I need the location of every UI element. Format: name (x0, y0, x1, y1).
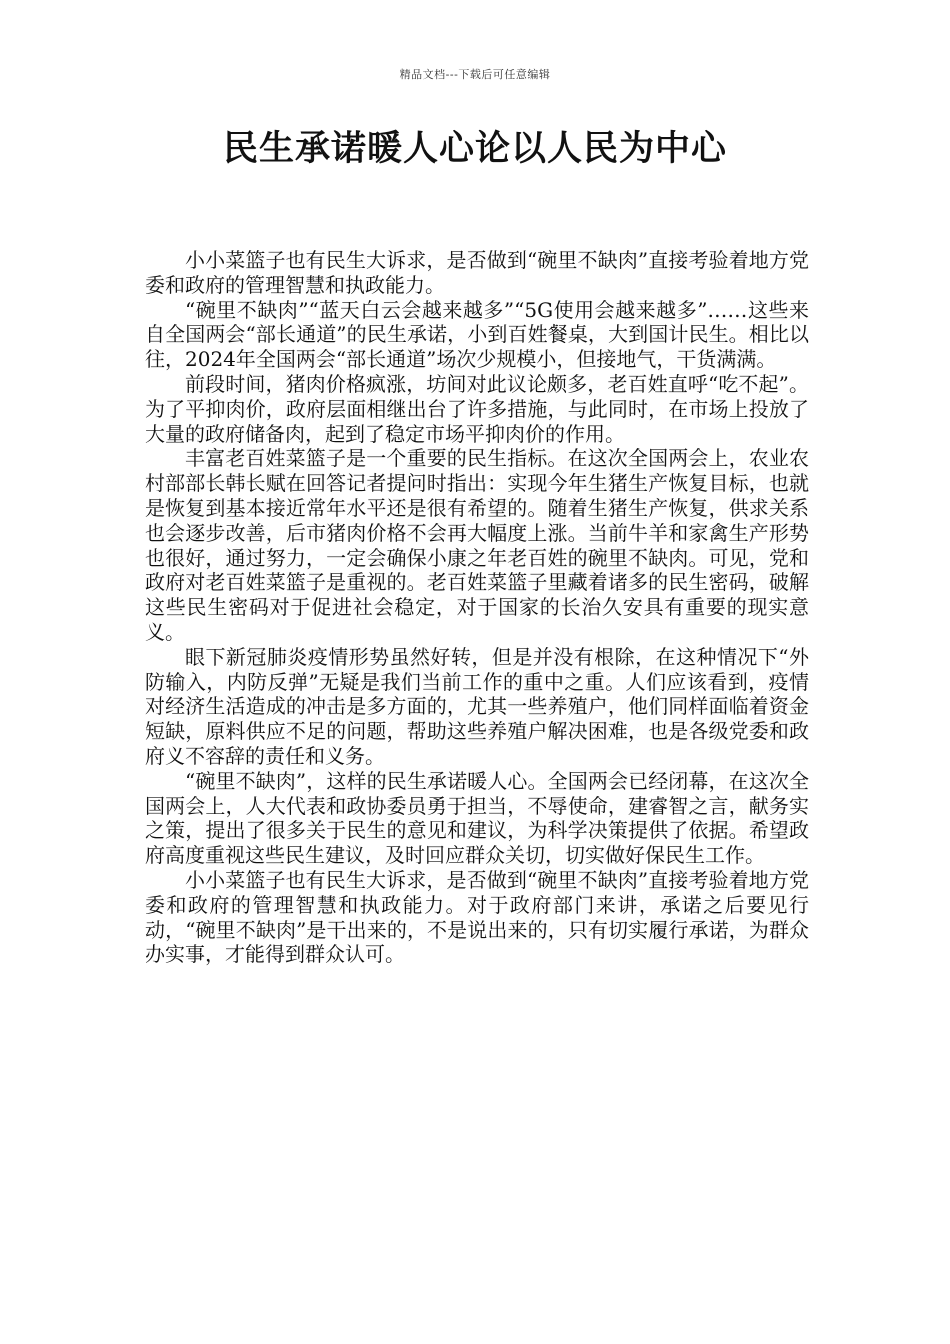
paragraph-3: 前段时间，猪肉价格疯涨，坊间对此议论颇多，老百姓直呼“吃不起”。为了平抑肉价，政府层面相继出台了许多措施，与此同时，在市场上投放了大量的政府储备肉，起到了稳定市场平抑肉价的作用。 (145, 371, 809, 446)
document-title: 民生承诺暖人心论以人民为中心 (222, 129, 727, 169)
paragraph-5: 眼下新冠肺炎疫情形势虽然好转，但是并没有根除，在这种情况下“外防输入，内防反弹”无疑是我们当前工作的重中之重。人们应该看到，疫情对经济生活造成的冲击是多方面的，尤其一些养殖户，他们同样面临着资金短缺，原料供应不足的问题，帮助这些养殖户解决困难，也是各级党委和政府义不容辞的责任和义务。 (145, 644, 809, 768)
document-body (145, 248, 809, 967)
paragraph-6: “碗里不缺肉”，这样的民生承诺暖人心。全国两会已经闭幕，在这次全国两会上，人大代表和政协委员勇于担当，不辱使命，建睿智之言，献务实之策，提出了很多关于民生的意见和建议，为科学决策提供了依据。希望政府高度重视这些民生建议，及时回应群众关切，切实做好保民生工作。 (145, 768, 809, 868)
paragraph-7: 小小菜篮子也有民生大诉求，是否做到“碗里不缺肉”直接考验着地方党委和政府的管理智慧和执政能力。对于政府部门来讲，承诺之后要见行动，“碗里不缺肉”是干出来的，不是说出来的，只有切实履行承诺，为群众办实事，才能得到群众认可。 (145, 867, 809, 967)
paragraph-2: “碗里不缺肉”“蓝天白云会越来越多”“5G使用会越来越多”……这些来自全国两会“部长通道”的民生承诺，小到百姓餐桌，大到国计民生。相比以往，2024年全国两会“部长通道”场次少规模小，但接地气，干货满满。 (145, 297, 809, 372)
paragraph-1: 小小菜篮子也有民生大诉求，是否做到“碗里不缺肉”直接考验着地方党委和政府的管理智慧和执政能力。 (145, 248, 809, 297)
page-header-note: 精品文档---下载后可任意编辑 (399, 68, 551, 81)
paragraph-4: 丰富老百姓菜篮子是一个重要的民生指标。在这次全国两会上，农业农村部部长韩长赋在回答记者提问时指出：实现今年生猪生产恢复目标，也就是恢复到基本接近常年水平还是很有希望的。随着生猪生产恢复，供求关系也会逐步改善，后市猪肉价格不会再大幅度上涨。当前牛羊和家禽生产形势也很好，通过努力，一定会确保小康之年老百姓的碗里不缺肉。可见，党和政府对老百姓菜篮子是重视的。老百姓菜篮子里藏着诸多的民生密码，破解这些民生密码对于促进社会稳定，对于国家的长治久安具有重要的现实意义。 (145, 446, 809, 644)
